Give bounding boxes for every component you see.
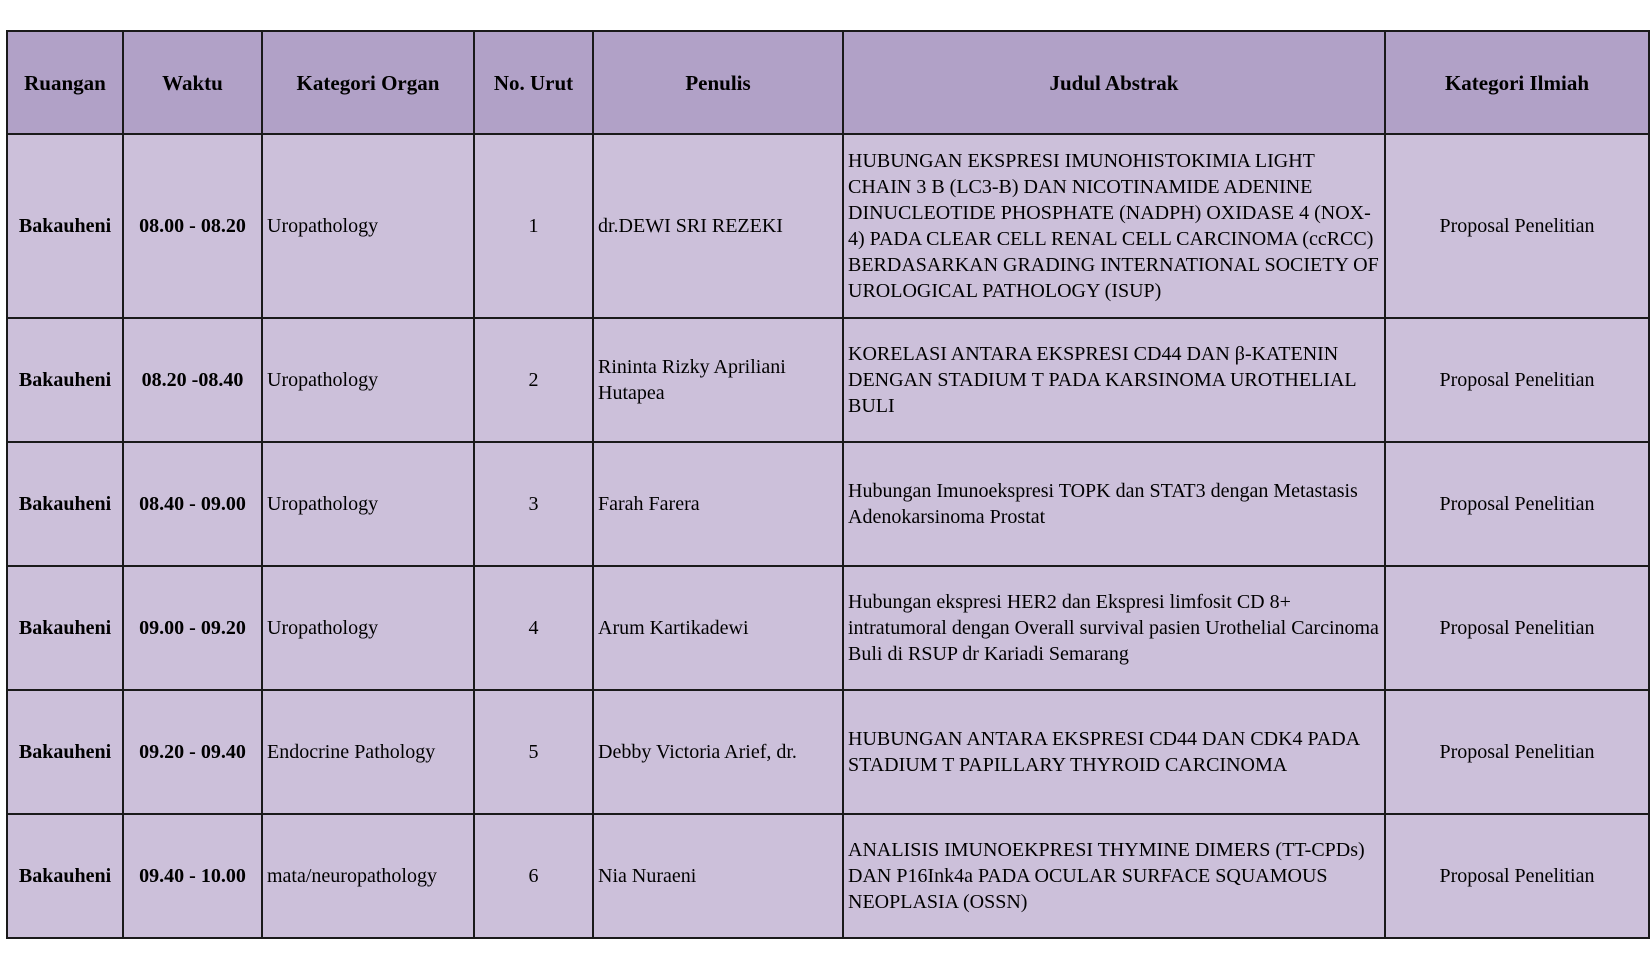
cell-no-urut: 3 [474, 442, 593, 566]
cell-kategori-organ: Uropathology [262, 134, 474, 318]
cell-penulis: dr.DEWI SRI REZEKI [593, 134, 843, 318]
header-waktu: Waktu [123, 31, 262, 134]
cell-kategori-ilmiah: Proposal Penelitian [1385, 318, 1649, 442]
cell-kategori-ilmiah: Proposal Penelitian [1385, 134, 1649, 318]
cell-penulis: Debby Victoria Arief, dr. [593, 690, 843, 814]
cell-kategori-organ: Uropathology [262, 566, 474, 690]
cell-penulis: Rininta Rizky Apriliani Hutapea [593, 318, 843, 442]
header-row [7, 31, 1649, 134]
cell-waktu: 09.40 - 10.00 [123, 814, 262, 938]
cell-judul-abstrak: ANALISIS IMUNOEKPRESI THYMINE DIMERS (TT-CPDs) DAN P16Ink4a PADA OCULAR SURFACE SQUAMOUS NEOPLASIA (OSSN) [843, 814, 1385, 938]
cell-waktu: 08.20 -08.40 [123, 318, 262, 442]
cell-penulis: Farah Farera [593, 442, 843, 566]
cell-ruangan: Bakauheni [7, 690, 123, 814]
schedule-table [6, 30, 1650, 939]
cell-ruangan: Bakauheni [7, 318, 123, 442]
cell-kategori-organ: Uropathology [262, 442, 474, 566]
table-row [7, 566, 1649, 690]
cell-kategori-ilmiah: Proposal Penelitian [1385, 814, 1649, 938]
cell-kategori-ilmiah: Proposal Penelitian [1385, 690, 1649, 814]
cell-kategori-organ: mata/neuropathology [262, 814, 474, 938]
cell-judul-abstrak: Hubungan ekspresi HER2 dan Ekspresi limfosit CD 8+ intratumoral dengan Overall survival pasien Urothelial Carcinoma Buli di RSUP dr Kariadi Semarang [843, 566, 1385, 690]
cell-ruangan: Bakauheni [7, 442, 123, 566]
cell-no-urut: 6 [474, 814, 593, 938]
table-row [7, 690, 1649, 814]
cell-kategori-ilmiah: Proposal Penelitian [1385, 566, 1649, 690]
cell-judul-abstrak: HUBUNGAN EKSPRESI IMUNOHISTOKIMIA LIGHT CHAIN 3 B (LC3-B) DAN NICOTINAMIDE ADENINE DINUCLEOTIDE PHOSPHATE (NADPH) OXIDASE 4 (NOX-4) PADA CLEAR CELL RENAL CELL CARCINOMA (ccRCC) BERDASARKAN GRADING INTERNATIONAL SOCIETY OF UROLOGICAL PATHOLOGY (ISUP) [843, 134, 1385, 318]
cell-waktu: 08.40 - 09.00 [123, 442, 262, 566]
cell-kategori-organ: Endocrine Pathology [262, 690, 474, 814]
table-row [7, 318, 1649, 442]
cell-ruangan: Bakauheni [7, 134, 123, 318]
cell-waktu: 09.00 - 09.20 [123, 566, 262, 690]
table-row [7, 134, 1649, 318]
header-kategori-ilmiah: Kategori Ilmiah [1385, 31, 1649, 134]
cell-judul-abstrak: HUBUNGAN ANTARA EKSPRESI CD44 DAN CDK4 PADA STADIUM T PAPILLARY THYROID CARCINOMA [843, 690, 1385, 814]
header-kategori-organ: Kategori Organ [262, 31, 474, 134]
cell-kategori-organ: Uropathology [262, 318, 474, 442]
table-row [7, 442, 1649, 566]
header-ruangan: Ruangan [7, 31, 123, 134]
cell-ruangan: Bakauheni [7, 814, 123, 938]
cell-penulis: Nia Nuraeni [593, 814, 843, 938]
header-judul-abstrak: Judul Abstrak [843, 31, 1385, 134]
table-row [7, 814, 1649, 938]
cell-penulis: Arum Kartikadewi [593, 566, 843, 690]
cell-no-urut: 2 [474, 318, 593, 442]
header-no-urut: No. Urut [474, 31, 593, 134]
cell-no-urut: 4 [474, 566, 593, 690]
cell-ruangan: Bakauheni [7, 566, 123, 690]
cell-waktu: 08.00 - 08.20 [123, 134, 262, 318]
header-penulis: Penulis [593, 31, 843, 134]
cell-judul-abstrak: KORELASI ANTARA EKSPRESI CD44 DAN β-KATENIN DENGAN STADIUM T PADA KARSINOMA UROTHELIAL BULI [843, 318, 1385, 442]
cell-no-urut: 5 [474, 690, 593, 814]
cell-no-urut: 1 [474, 134, 593, 318]
cell-kategori-ilmiah: Proposal Penelitian [1385, 442, 1649, 566]
cell-judul-abstrak: Hubungan Imunoekspresi TOPK dan STAT3 dengan Metastasis Adenokarsinoma Prostat [843, 442, 1385, 566]
cell-waktu: 09.20 - 09.40 [123, 690, 262, 814]
